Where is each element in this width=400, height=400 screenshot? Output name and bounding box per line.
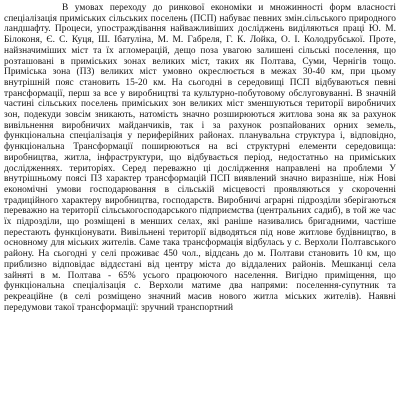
- document-page: [4, 3, 396, 397]
- body-paragraph: В умовах переходу до ринкової економіки и множинності форм власності спеціалізація приміських сільських поселень (ПСП) набуває певних змін.сільського природного ландшафту. Процеси, упостраждівання найважливіших досліджень виділяються праці Ю. М. Білоконя, Є. С. Куця, Ш. Ібатуліна, М. М. Габреля, Г. К. Лойка, О. І. Колодрубської. Проте, найзначиміших міст та їх агломерацій, дещо поза увагою залишені сільські поселення, що розташовані в приміських зонах великих міст, таких як Полтава, Суми, Чернігів тощо. Приміська зона (ПЗ) великих міст умовно окреслюється в межах 30-40 км, при цьому внутрішній пояс становить 15-20 км. На сьогодні в середовищі ПСП відбуваються певні трансформації, перш за все у виробництві та культурно-побутовому обслуговуванні. В значній частині сільських поселень приміських зон великих міст зменшуються території виробничих зон, подекуди зовсім зникають, натомість значно розширюються житлова зона як за рахунок вивільнення виробничих майданчиків, так і за рахунок розпайованих орних земель, функціональна спеціалізація у периферійних районах. планувальна структура і, відповідно, функціональна Трансформації поширюються на всі структурні елементи середовища: виробництва, житла, інфраструктури, що відбувається період, недостатньо на приміських дослідженнях. територіях. Серед переважно ці дослідження направлені на проблеми У внутрішньому поясі ПЗ характер трансформацій ПСП виявлений значно виразніше, ніж Нові економічні умови господарювання в сільській місцевості проявляються у скороченні традиційного характеру виробництва, господарств. Виробничі аграрні підрозділи зберігаються переважно на території сільськогосподарського підприємства (центральних садиб), в той же час їх підрозділи, що розміщені в менших селах, які раніше називались бригадними, частіше перестають функціонувати. Вивільнені території відводяться під нове житлове будівництво, в основному для міських жителів. Саме така трансформація відбулась у с. Верхоли Полтавського району. На сьогодні у селі проживає 450 чол., віддєань до м. Полтави становить 10 км, що приблизно відповідає віддєстані від центру міста до віддалених районів. Мешканці села зайняті в м. Полтава - 65% усього працюючого населення. Вигідно приміщення, що функціональна спеціалізація с. Верхоли матиме два напрями: поселення-супутник та рекреаційне (в селі розміщено значний масив нового житла міських жителів). Наявні передумови такої трансформації: зручний транспортний: [4, 3, 396, 313]
